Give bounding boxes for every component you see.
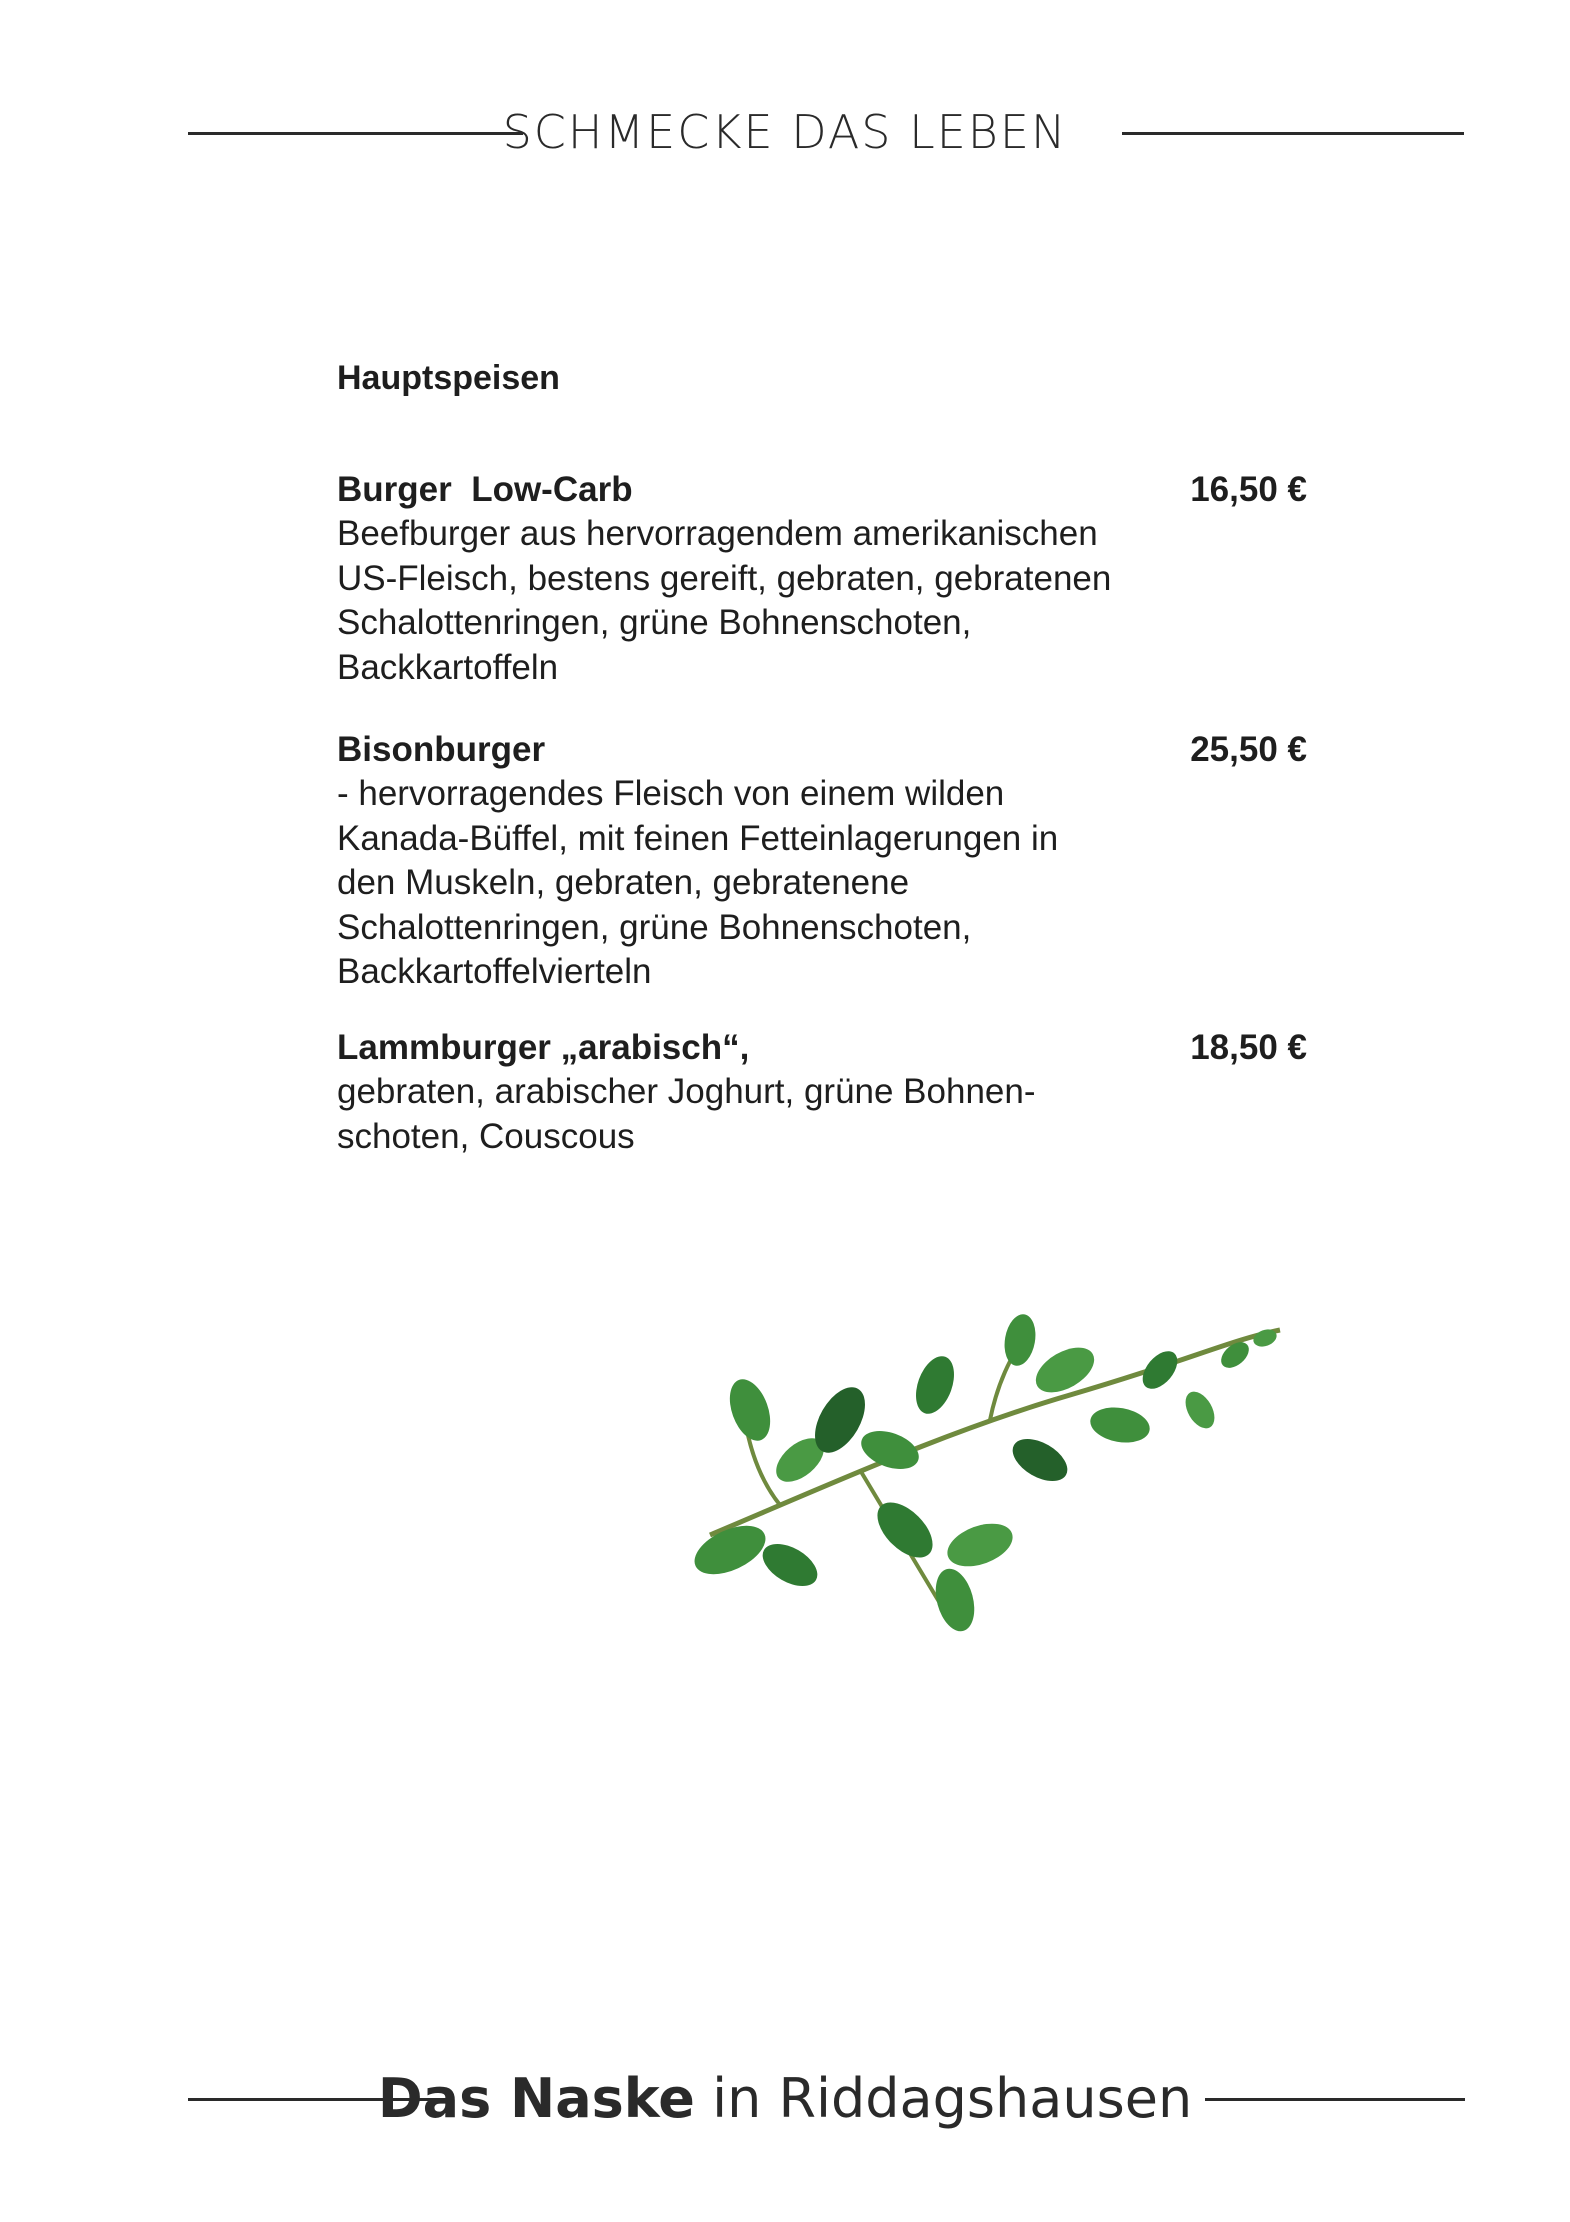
herb-leaf [942, 1516, 1019, 1575]
item-description: gebraten, arabischer Joghurt, grüne Bohnen-schoten, Couscous [337, 1072, 1036, 1156]
item-description: - hervorragendes Fleisch von einem wilden Kanada-Büffel, mit feinen Fetteinlagerungen in den Muskeln, gebraten, gebratenene Schalottenringen, grüne Bohnenschoten, Backkartoffelvierteln [337, 774, 1059, 991]
item-price: 25,50 € [1190, 730, 1307, 769]
menu-item-bisonburger [337, 728, 1307, 995]
item-name: Burger Low-Carb [337, 470, 633, 509]
menu-item-lammburger [337, 1026, 1307, 1159]
herb-leaf [909, 1351, 961, 1419]
footer-brand: Das Naske [377, 2067, 695, 2130]
herb-leaf [756, 1535, 825, 1594]
item-price: 18,50 € [1190, 1028, 1307, 1067]
herb-stem [710, 1330, 1280, 1535]
item-description: Beefburger aus hervorragendem amerikanischen US-Fleisch, bestens gereift, gebraten, gebratenen Schalottenringen, grüne Bohnenschoten, Backkartoffeln [337, 514, 1112, 687]
footer-rule-right [1205, 2098, 1465, 2101]
footer-place: in Riddagshausen [694, 2067, 1193, 2130]
item-name: Bisonburger [337, 730, 546, 769]
item-name: Lammburger „arabisch“, [337, 1028, 750, 1067]
herb-leaf [1028, 1338, 1101, 1401]
header-rule-right [1122, 132, 1464, 135]
herb-leaf [1088, 1403, 1153, 1447]
herb-leaf [929, 1564, 980, 1635]
item-price: 16,50 € [1190, 470, 1307, 509]
herb-leaf [1001, 1312, 1040, 1368]
section-heading: Hauptspeisen [337, 359, 560, 397]
header-title: SCHMECKE DAS LEBEN [502, 105, 1068, 159]
herb-leaf [1006, 1430, 1075, 1489]
herb-leaf [722, 1374, 778, 1446]
menu-item-burger-low-carb [337, 468, 1307, 690]
herb-leaf [1180, 1387, 1221, 1434]
thyme-sprig-icon [690, 1300, 1290, 1680]
